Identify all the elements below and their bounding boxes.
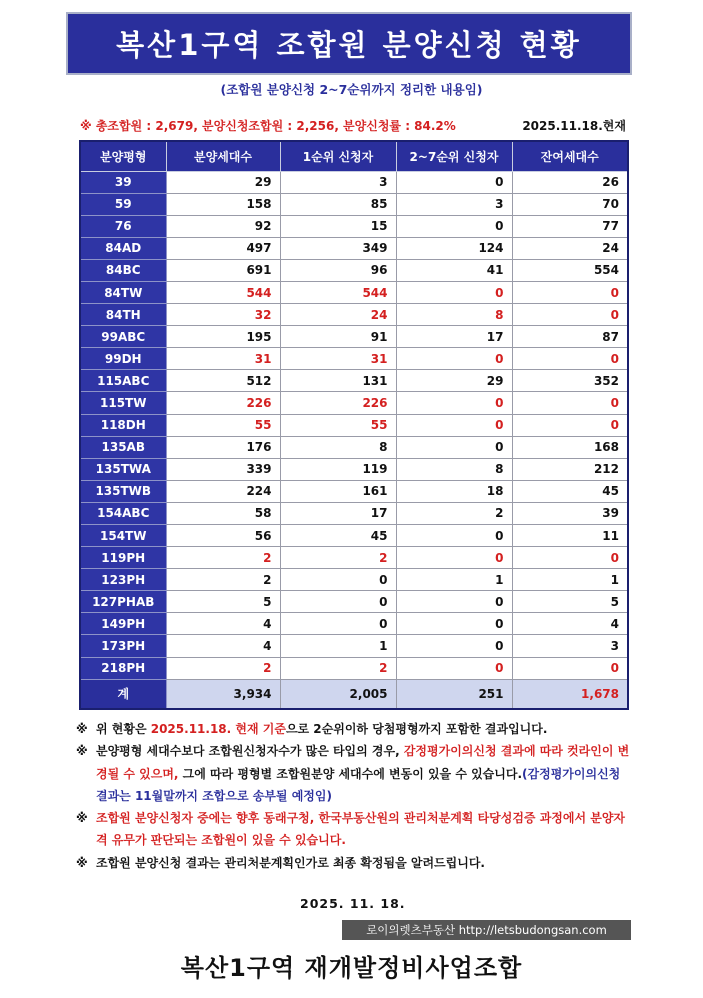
remaining-cell: 87 xyxy=(512,326,628,348)
table-row xyxy=(80,569,628,591)
table-row xyxy=(80,480,628,502)
first-rank-cell: 24 xyxy=(280,304,396,326)
remaining-cell: 554 xyxy=(512,259,628,281)
units-cell: 176 xyxy=(166,436,280,458)
second-rank-cell: 8 xyxy=(396,458,512,480)
total-label: 계 xyxy=(80,679,166,709)
second-rank-cell: 41 xyxy=(396,259,512,281)
first-rank-cell: 45 xyxy=(280,525,396,547)
table-row xyxy=(80,281,628,303)
table-body xyxy=(80,171,628,709)
second-rank-cell: 0 xyxy=(396,635,512,657)
remaining-cell: 352 xyxy=(512,370,628,392)
note-2-text-b: 감정평가이의신청 결과에 따라 컷라인이 변경될 수 있으며, xyxy=(96,744,630,781)
remaining-cell: 11 xyxy=(512,525,628,547)
summary-row xyxy=(80,117,626,133)
table-header-row xyxy=(80,141,628,171)
second-rank-cell: 0 xyxy=(396,348,512,370)
second-rank-cell: 0 xyxy=(396,591,512,613)
table-row xyxy=(80,237,628,259)
units-cell: 224 xyxy=(166,480,280,502)
units-cell: 29 xyxy=(166,171,280,193)
remaining-cell: 0 xyxy=(512,281,628,303)
table-row xyxy=(80,502,628,524)
second-rank-cell: 124 xyxy=(396,237,512,259)
second-rank-cell: 0 xyxy=(396,215,512,237)
summary-stats: ※ 총조합원 : 2,679, 분양신청조합원 : 2,256, 분양신청률 : 84.2% xyxy=(80,119,456,133)
table-row xyxy=(80,215,628,237)
type-cell: 84BC xyxy=(80,259,166,281)
second-rank-cell: 0 xyxy=(396,657,512,679)
remaining-cell: 0 xyxy=(512,348,628,370)
first-rank-cell: 226 xyxy=(280,392,396,414)
type-cell: 84TH xyxy=(80,304,166,326)
table-row xyxy=(80,458,628,480)
second-rank-cell: 2 xyxy=(396,502,512,524)
note-3-text: 조합원 분양신청자 중에는 향후 동래구청, 한국부동산원의 관리처분계획 타당성검증 과정에서 분양자격 유무가 판단되는 조합원이 있을 수 있습니다. xyxy=(96,811,626,848)
total-second-rank-cell: 251 xyxy=(396,679,512,709)
total-first-rank-cell: 2,005 xyxy=(280,679,396,709)
note-1-text-c: 으로 2순위이하 당첨평형까지 포함한 결과입니다. xyxy=(285,722,548,736)
first-rank-cell: 15 xyxy=(280,215,396,237)
note-2-text-a: 분양평형 세대수보다 조합원신청자수가 많은 타입의 경우, xyxy=(96,744,404,759)
units-cell: 2 xyxy=(166,547,280,569)
note-4 xyxy=(76,852,636,874)
units-cell: 226 xyxy=(166,392,280,414)
units-cell: 691 xyxy=(166,259,280,281)
first-rank-cell: 1 xyxy=(280,635,396,657)
units-cell: 5 xyxy=(166,591,280,613)
second-rank-cell: 29 xyxy=(396,370,512,392)
first-rank-cell: 8 xyxy=(280,436,396,458)
units-cell: 55 xyxy=(166,414,280,436)
table-row xyxy=(80,436,628,458)
second-rank-cell: 0 xyxy=(396,392,512,414)
type-cell: 115TW xyxy=(80,392,166,414)
note-mark: ※ xyxy=(76,811,88,826)
remaining-cell: 4 xyxy=(512,613,628,635)
first-rank-cell: 17 xyxy=(280,502,396,524)
table-row xyxy=(80,547,628,569)
units-cell: 512 xyxy=(166,370,280,392)
first-rank-cell: 96 xyxy=(280,259,396,281)
type-cell: 115ABC xyxy=(80,370,166,392)
header-second-rank: 2~7순위 신청자 xyxy=(396,141,512,171)
remaining-cell: 26 xyxy=(512,171,628,193)
first-rank-cell: 55 xyxy=(280,414,396,436)
first-rank-cell: 0 xyxy=(280,591,396,613)
type-cell: 84AD xyxy=(80,237,166,259)
units-cell: 32 xyxy=(166,304,280,326)
units-cell: 544 xyxy=(166,281,280,303)
type-cell: 127PHAB xyxy=(80,591,166,613)
table-row xyxy=(80,259,628,281)
type-cell: 118DH xyxy=(80,414,166,436)
second-rank-cell: 0 xyxy=(396,436,512,458)
header-units: 분양세대수 xyxy=(166,141,280,171)
table-row xyxy=(80,193,628,215)
second-rank-cell: 0 xyxy=(396,613,512,635)
total-row xyxy=(80,679,628,709)
remaining-cell: 212 xyxy=(512,458,628,480)
type-cell: 218PH xyxy=(80,657,166,679)
remaining-cell: 0 xyxy=(512,304,628,326)
second-rank-cell: 0 xyxy=(396,547,512,569)
total-units-cell: 3,934 xyxy=(166,679,280,709)
table-row xyxy=(80,635,628,657)
type-cell: 173PH xyxy=(80,635,166,657)
table-row xyxy=(80,304,628,326)
notes-section xyxy=(76,718,636,874)
application-status-table xyxy=(79,140,629,710)
second-rank-cell: 0 xyxy=(396,525,512,547)
remaining-cell: 77 xyxy=(512,215,628,237)
header-type: 분양평형 xyxy=(80,141,166,171)
type-cell: 135TWB xyxy=(80,480,166,502)
units-cell: 58 xyxy=(166,502,280,524)
first-rank-cell: 131 xyxy=(280,370,396,392)
remaining-cell: 0 xyxy=(512,414,628,436)
second-rank-cell: 0 xyxy=(396,171,512,193)
note-1-text-a: 위 현황은 xyxy=(96,722,151,736)
type-cell: 119PH xyxy=(80,547,166,569)
note-4-text: 조합원 분양신청 결과는 관리처분계획인가로 최종 확정됨을 알려드립니다. xyxy=(96,855,485,870)
second-rank-cell: 3 xyxy=(396,193,512,215)
remaining-cell: 45 xyxy=(512,480,628,502)
document-date: 2025. 11. 18. xyxy=(300,896,406,911)
remaining-cell: 70 xyxy=(512,193,628,215)
remaining-cell: 0 xyxy=(512,547,628,569)
note-2-text-d: (감정평가이의신청 결과는 11월말까지 조합으로 송부될 예정임) xyxy=(96,766,621,803)
type-cell: 154ABC xyxy=(80,502,166,524)
type-cell: 84TW xyxy=(80,281,166,303)
first-rank-cell: 0 xyxy=(280,569,396,591)
as-of-date: 2025.11.18.현재 xyxy=(522,119,626,133)
units-cell: 2 xyxy=(166,569,280,591)
remaining-cell: 1 xyxy=(512,569,628,591)
page-title: 복산1구역 조합원 분양신청 현황 xyxy=(116,28,582,62)
title-banner xyxy=(66,12,632,75)
remaining-cell: 168 xyxy=(512,436,628,458)
type-cell: 149PH xyxy=(80,613,166,635)
units-cell: 31 xyxy=(166,348,280,370)
units-cell: 4 xyxy=(166,635,280,657)
remaining-cell: 39 xyxy=(512,502,628,524)
header-remaining: 잔여세대수 xyxy=(512,141,628,171)
first-rank-cell: 2 xyxy=(280,657,396,679)
table-row xyxy=(80,392,628,414)
units-cell: 195 xyxy=(166,326,280,348)
second-rank-cell: 17 xyxy=(396,326,512,348)
header-first-rank: 1순위 신청자 xyxy=(280,141,396,171)
table-row xyxy=(80,657,628,679)
first-rank-cell: 85 xyxy=(280,193,396,215)
type-cell: 39 xyxy=(80,171,166,193)
table-row xyxy=(80,613,628,635)
note-2 xyxy=(76,740,636,807)
second-rank-cell: 8 xyxy=(396,304,512,326)
table-row xyxy=(80,414,628,436)
remaining-cell: 3 xyxy=(512,635,628,657)
table-row xyxy=(80,326,628,348)
watermark: 로이의렛츠부동산 http://letsbudongsan.com xyxy=(342,920,631,940)
units-cell: 4 xyxy=(166,613,280,635)
first-rank-cell: 119 xyxy=(280,458,396,480)
remaining-cell: 0 xyxy=(512,657,628,679)
first-rank-cell: 349 xyxy=(280,237,396,259)
second-rank-cell: 18 xyxy=(396,480,512,502)
second-rank-cell: 1 xyxy=(396,569,512,591)
type-cell: 99DH xyxy=(80,348,166,370)
organization-name: 복산1구역 재개발정비사업조합 xyxy=(180,954,523,982)
remaining-cell: 5 xyxy=(512,591,628,613)
table-row xyxy=(80,348,628,370)
note-2-text-c: 그에 따라 평형별 조합원분양 세대수에 변동이 있을 수 있습니다. xyxy=(178,766,523,781)
note-mark: ※ xyxy=(76,855,88,870)
table-row xyxy=(80,525,628,547)
type-cell: 59 xyxy=(80,193,166,215)
type-cell: 135AB xyxy=(80,436,166,458)
units-cell: 92 xyxy=(166,215,280,237)
type-cell: 135TWA xyxy=(80,458,166,480)
second-rank-cell: 0 xyxy=(396,414,512,436)
first-rank-cell: 2 xyxy=(280,547,396,569)
note-mark: ※ xyxy=(76,722,88,736)
first-rank-cell: 0 xyxy=(280,613,396,635)
type-cell: 154TW xyxy=(80,525,166,547)
first-rank-cell: 91 xyxy=(280,326,396,348)
note-1 xyxy=(76,718,636,740)
table-row xyxy=(80,591,628,613)
table-row xyxy=(80,171,628,193)
type-cell: 123PH xyxy=(80,569,166,591)
first-rank-cell: 544 xyxy=(280,281,396,303)
units-cell: 2 xyxy=(166,657,280,679)
units-cell: 497 xyxy=(166,237,280,259)
subtitle: (조합원 분양신청 2~7순위까지 정리한 내용임) xyxy=(220,82,483,97)
first-rank-cell: 31 xyxy=(280,348,396,370)
type-cell: 76 xyxy=(80,215,166,237)
units-cell: 56 xyxy=(166,525,280,547)
first-rank-cell: 3 xyxy=(280,171,396,193)
remaining-cell: 0 xyxy=(512,392,628,414)
units-cell: 339 xyxy=(166,458,280,480)
second-rank-cell: 0 xyxy=(396,281,512,303)
remaining-cell: 24 xyxy=(512,237,628,259)
note-3 xyxy=(76,807,636,852)
units-cell: 158 xyxy=(166,193,280,215)
total-remaining-cell: 1,678 xyxy=(512,679,628,709)
table-row xyxy=(80,370,628,392)
type-cell: 99ABC xyxy=(80,326,166,348)
first-rank-cell: 161 xyxy=(280,480,396,502)
note-1-text-b: 2025.11.18. 현재 기준 xyxy=(150,722,286,736)
note-mark: ※ xyxy=(76,744,88,759)
